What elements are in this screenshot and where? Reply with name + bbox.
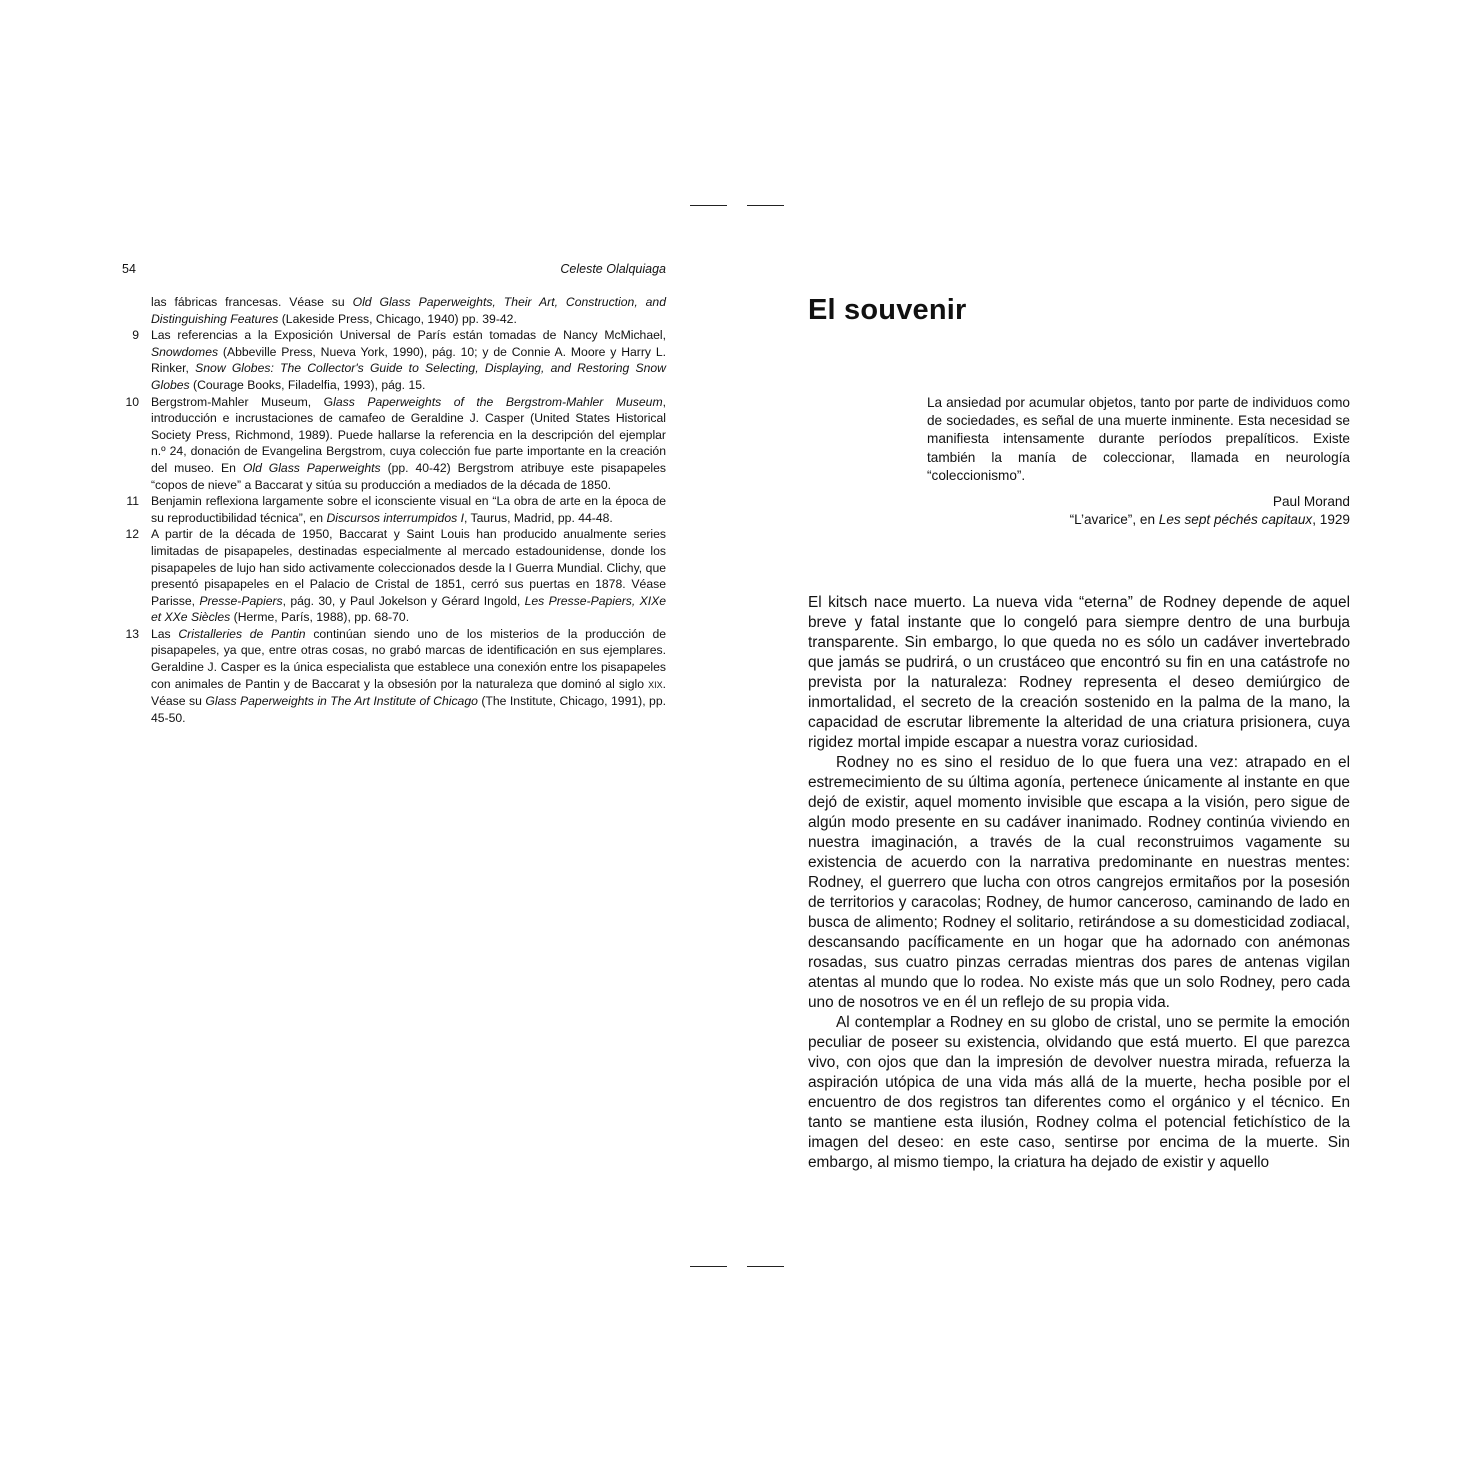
endnote-text: A partir de la década de 1950, Baccarat y Saint Louis han producido anualmente series limitadas de pisapapeles, destinadas especialmente al mercado estadounidense, donde los pisapapeles de lujo han sido activamente coleccionados desde la I Guerra Mundial. Clichy, que presentó pisapapeles en el Palacio de Cristal de 1851, cerró sus puertas en 1878. Véase Parisse, Presse-Papiers, pág. 30, y Paul Jokelson y Gérard Ingold, Les Presse-Papiers, XIXe et XXe Siècles (Herme, París, 1988), pp. 68-70. xyxy=(151,527,666,625)
endnote xyxy=(122,327,666,393)
body-paragraph: El kitsch nace muerto. La nueva vida “eterna” de Rodney depende de aquel breve y fatal instante que lo congeló para siempre dentro de una burbuja transparente. Sin embargo, lo que queda no es sólo un cadáver invertebrado que jamás se pudrirá, o un crustáceo que encontró su fin en una catástrofe no prevista por la naturaleza: Rodney representa el deseo demiúrgico de inmortalidad, el secreto de la creación sostenido en la palma de la mano, la capacidad de escrutar libremente la alteridad de una criatura prisionera, cuya rigidez mortal impide escapar a nuestra voraz curiosidad. xyxy=(808,594,1350,752)
crop-mark-top-right xyxy=(747,205,784,206)
endnote-text: Benjamin reflexiona largamente sobre el iconsciente visual en “La obra de arte en la época de su reproductibilidad técnica”, en Discursos interrumpidos I, Taurus, Madrid, pp. 44-48. xyxy=(151,494,666,525)
running-head-author: Celeste Olalquiaga xyxy=(560,262,666,276)
left-page xyxy=(122,262,666,726)
endnote-number: 9 xyxy=(132,328,139,343)
body-paragraph: Al contemplar a Rodney en su globo de cristal, uno se permite la emoción peculiar de poseer su existencia, olvidando que está muerto. El que parezca vivo, con ojos que dan la impresión de devolver nuestra mirada, refuerza la aspiración utópica de una vida más allá de la muerte, hecha posible por el encuentro de dos registros tan diferentes como el orgánico y el técnico. En tanto se mantiene esta ilusión, Rodney colma el potencial fetichístico de la imagen del deseo: en este caso, sentirse por encima de la muerte. Sin embargo, al mismo tiempo, la criatura ha dejado de existir y aquello xyxy=(808,1014,1350,1172)
crop-mark-bottom-right xyxy=(747,1266,784,1267)
chapter-title: El souvenir xyxy=(808,294,967,326)
endnote xyxy=(122,294,666,327)
endnote-text: Las Cristalleries de Pantin continúan siendo uno de los misterios de la producción de pisapapeles, ya que, entre otras cosas, no grabó marcas de identificación en sus ejemplares. Geraldine J. Casper es la única especialista que establece una conexión entre los pisapapeles con animales de Pantin y de Baccarat y la obsesión por la naturaleza que dominó al siglo XIX. Véase su Glass Paperweights in The Art Institute of Chicago (The Institute, Chicago, 1991), pp. 45-50. xyxy=(151,626,667,725)
body-paragraph: Rodney no es sino el residuo de lo que fuera una vez: atrapado en el estremecimiento de su última agonía, pertenece únicamente al instante en que dejó de existir, aquel momento invisible que escapa a la visión, pero sigue de algún modo presente en su cadáver inanimado. Rodney continúa viviendo en nuestra imaginación, a través de la cual reconstruimos vagamente su existencia de acuerdo con la narrativa predominante en nuestras mentes: Rodney, el guerrero que lucha con otros cangrejos ermitaños por la posesión de territorios y caracolas; Rodney, de humor canceroso, caminando de lado en busca de alimento; Rodney el solitario, retirándose a su domesticidad zodiacal, descansando pacíficamente en un hogar que ha adornado con anémonas rosadas, sus cuatro pinzas cerradas mientras dos pares de antenas vigilan atentas al mundo que lo rodea. No existe más que un solo Rodney, pero cada uno de nosotros ve en él un reflejo de su propia vida. xyxy=(808,754,1350,1012)
crop-mark-bottom-left xyxy=(690,1266,727,1267)
endnote xyxy=(122,526,666,626)
endnote xyxy=(122,394,666,494)
endnote-text: Bergstrom-Mahler Museum, Glass Paperweights of the Bergstrom-Mahler Museum, introducción e incrustaciones de camafeo de Geraldine J. Casper (United States Historical Society Press, Richmond, 1989). Puede hallarse la referencia en la descripción del ejemplar n.º 24, donación de Evangelina Bergstrom, cuya colección fue parte importante en la creación del museo. En Old Glass Paperweights (pp. 40-42) Bergstrom atribuye este pisapapeles “copos de nieve” a Baccarat y sitúa su producción a mediados de la década de 1850. xyxy=(151,394,666,492)
epigraph-author: Paul Morand xyxy=(1272,494,1350,510)
epigraph xyxy=(927,394,1350,529)
endnote-number: 13 xyxy=(125,626,139,641)
endnotes-list xyxy=(122,294,666,726)
endnote-number: 12 xyxy=(125,527,139,542)
endnote xyxy=(122,626,666,727)
endnote-number: 11 xyxy=(126,494,139,509)
endnote-text: las fábricas francesas. Véase su Old Glass Paperweights, Their Art, Construction, and Distinguishing Features (Lakeside Press, Chicago, 1940) pp. 39-42. xyxy=(151,295,666,326)
endnote-text: Las referencias a la Exposición Universal de París están tomadas de Nancy McMichael, Snowdomes (Abbeville Press, Nueva York, 1990), pág. 10; y de Connie A. Moore y Harry L. Rinker, Snow Globes: The Collector's Guide to Selecting, Displaying, and Restoring Snow Globes (Courage Books, Filadelfia, 1993), pág. 15. xyxy=(151,328,666,392)
running-head xyxy=(122,262,666,284)
epigraph-text: La ansiedad por acumular objetos, tanto por parte de individuos como de sociedades, es señal de una muerte inminente. Esta necesidad se manifiesta intensamente durante períodos prepalíticos. Existe también la manía de coleccionar, llamada en neurología “coleccionismo”. xyxy=(927,395,1350,483)
page-number: 54 xyxy=(122,262,136,276)
epigraph-attribution xyxy=(927,493,1350,529)
endnote xyxy=(122,493,666,526)
epigraph-source: “L’avarice”, en Les sept péchés capitaux, 1929 xyxy=(1069,512,1350,528)
crop-mark-top-left xyxy=(690,205,727,206)
right-page xyxy=(808,294,1350,1173)
body-text xyxy=(808,593,1350,1173)
endnote-number: 10 xyxy=(125,394,139,409)
